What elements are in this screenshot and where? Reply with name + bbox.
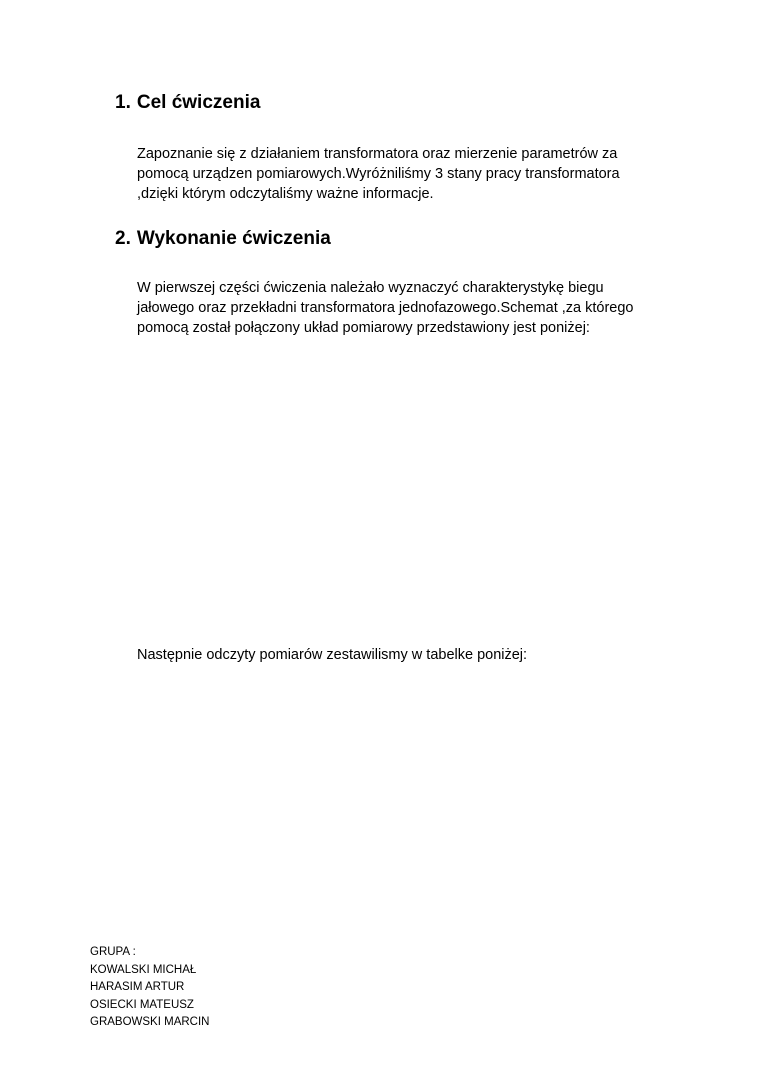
group-member: KOWALSKI MICHAŁ	[90, 963, 197, 976]
section-1-title: Cel ćwiczenia	[136, 92, 261, 113]
section-2-title: Wykonanie ćwiczenia	[136, 228, 331, 249]
section-2-heading	[115, 227, 331, 251]
group-members-block	[90, 944, 209, 1032]
schematic-blank-area	[137, 352, 657, 627]
paragraph-line: Zapoznanie się z działaniem transformatora oraz mierzenie parametrów za	[137, 146, 618, 162]
group-member: OSIECKI MATEUSZ	[90, 998, 194, 1011]
paragraph-line: jałowego oraz przekładni transformatora jednofazowego.Schemat ,za którego	[137, 300, 634, 316]
group-member: GRABOWSKI MARCIN	[90, 1016, 210, 1028]
section-2-paragraph	[137, 278, 677, 338]
paragraph-line: ,dzięki którym odczytaliśmy ważne informacje.	[137, 186, 434, 202]
section-1-number: 1.	[115, 92, 131, 113]
group-label: GRUPA :	[90, 946, 136, 958]
section-1-paragraph	[137, 144, 677, 204]
paragraph-line: Następnie odczyty pomiarów zestawilismy w tabelke poniżej:	[137, 647, 528, 663]
paragraph-line: W pierwszej części ćwiczenia należało wyznaczyć charakterystykę biegu	[137, 280, 604, 296]
paragraph-line: pomocą został połączony układ pomiarowy przedstawiony jest poniżej:	[137, 320, 590, 336]
paragraph-line: pomocą urządzen pomiarowych.Wyróżniliśmy 3 stany pracy transformatora	[137, 166, 620, 182]
section-2-number: 2.	[115, 228, 131, 249]
section-2-followup-paragraph	[137, 645, 677, 665]
section-1-heading	[115, 91, 260, 115]
group-member: HARASIM ARTUR	[90, 981, 185, 993]
